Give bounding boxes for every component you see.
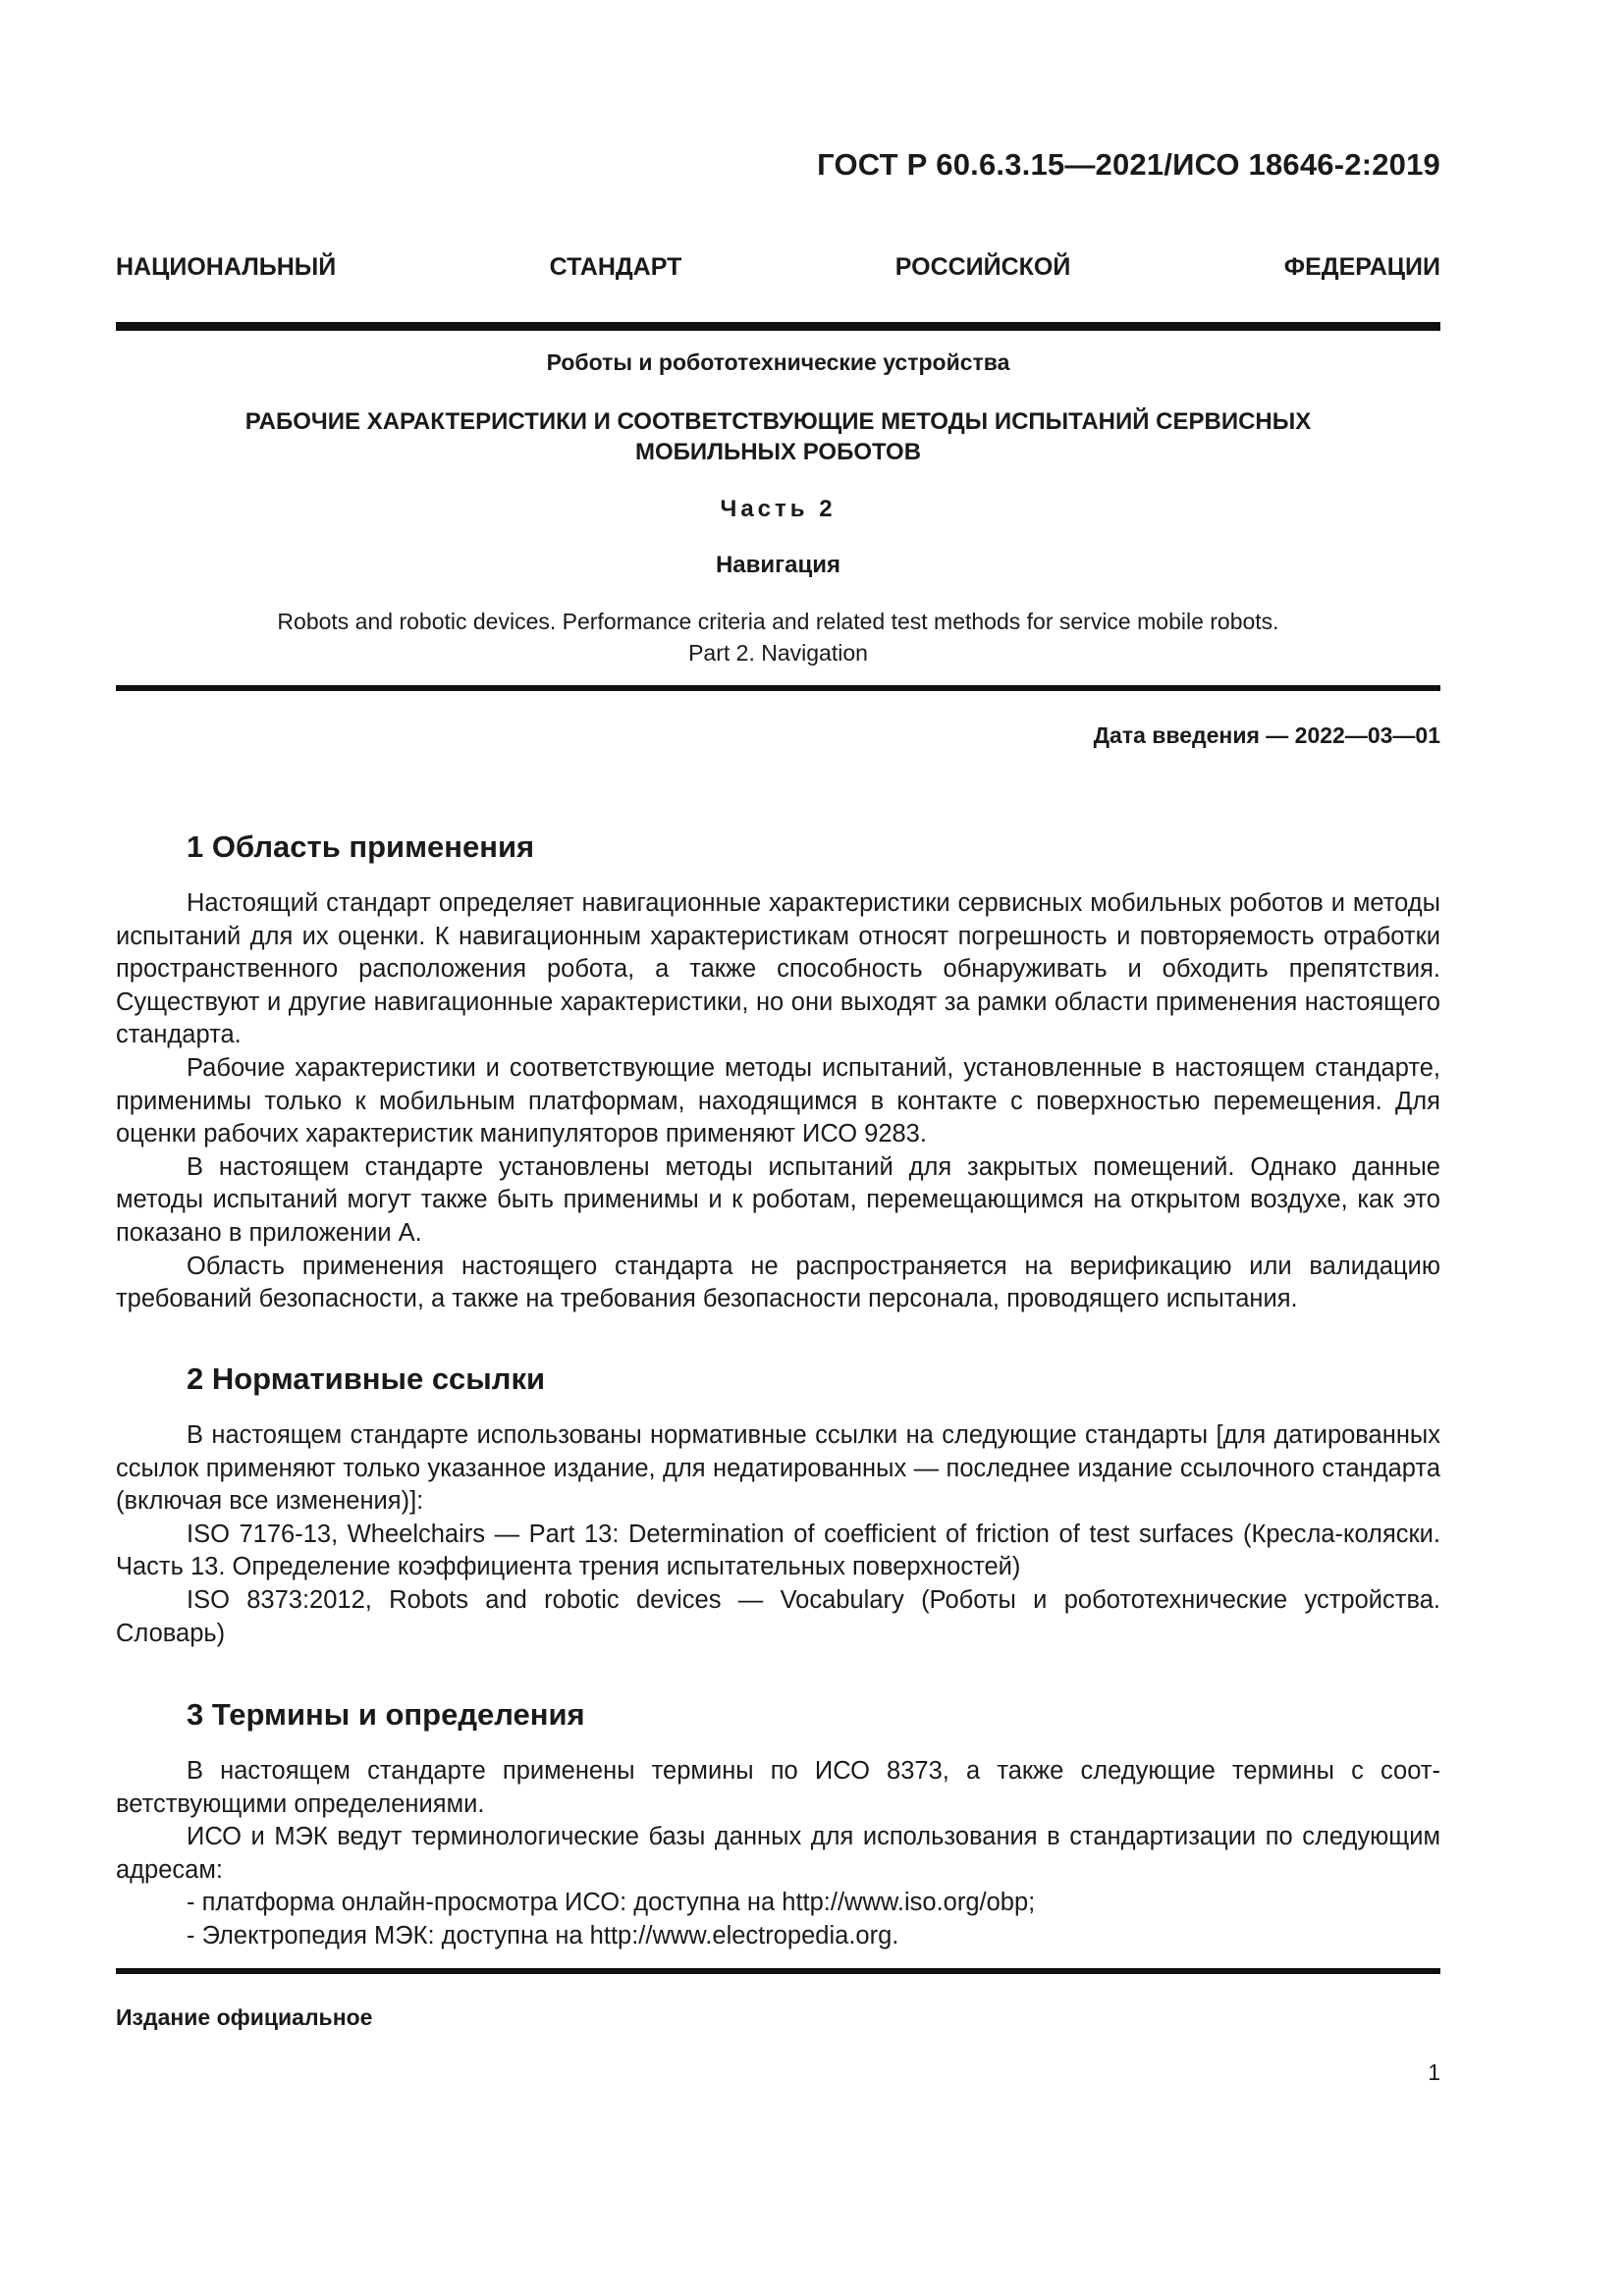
section-1-paragraph: Настоящий стандарт определяет навигационные характеристики сервисных мобильных роботов и методы испытаний для их оценки. К навигационным характеристикам относят погрешность и повторяемость отработки пространственного расположения робота, а также способность обнаруживать и обходить препятствия. Существуют и другие навигационные характеристики, но они выходят за рамки области применения настоящего стандарта. <box>116 889 1440 1049</box>
section-3-paragraph: В настоящем стандарте применены термины по ИСО 8373, а также следующие термины с соответствующими определениями. <box>116 1757 1440 1818</box>
section-3-body <box>116 1755 1440 1953</box>
introduction-date: Дата введения — 2022—03—01 <box>1093 722 1440 748</box>
section-3-list-item: - Электропедия МЭК: доступна на http://www.electropedia.org. <box>187 1921 899 1949</box>
section-2-heading: 2 Нормативные ссылки <box>187 1362 546 1396</box>
section-1-paragraph: Область применения настоящего стандарта не распространяется на верификацию или валидацию требований безопасности, а также на требования безопасности персонала, проводящего испытания. <box>116 1252 1440 1313</box>
part-label: Часть 2 <box>720 496 837 522</box>
english-title-line-1: Robots and robotic devices. Performance criteria and related test methods for service mobile robots. <box>277 609 1279 634</box>
official-edition-label: Издание официальное <box>116 2004 373 2030</box>
part-subtitle: Навигация <box>715 552 841 578</box>
section-2-body <box>116 1419 1440 1650</box>
section-2-reference: ISO 8373:2012, Robots and robotic devices — Vocabulary (Роботы и робототехнические устройства. Словарь) <box>116 1585 1440 1647</box>
english-title-line-2: Part 2. Navigation <box>688 640 868 666</box>
section-1-heading: 1 Область применения <box>187 829 535 864</box>
section-1-paragraph: В настоящем стандарте установлены методы испытаний для закрытых помещений. Однако данные методы испытаний могут также быть применимы и к роботам, перемещающимся на открытом воздухе, как это показано в приложении А. <box>116 1152 1440 1247</box>
document-title <box>116 406 1440 467</box>
standard-designation: ГОСТ Р 60.6.3.15—2021/ИСО 18646-2:2019 <box>817 147 1440 182</box>
top-rule <box>116 322 1440 331</box>
section-3-heading: 3 Термины и определения <box>187 1697 585 1732</box>
page-number: 1 <box>1428 2059 1440 2085</box>
footer-rule <box>116 1968 1440 1974</box>
section-3-paragraph: ИСО и МЭК ведут терминологические базы данных для использования в стандартизации по следующим адресам: <box>116 1823 1440 1884</box>
section-3-list-item: - платформа онлайн-просмотра ИСО: доступна на http://www.iso.org/obp; <box>187 1889 1036 1917</box>
title-line-2: МОБИЛЬНЫХ РОБОТОВ <box>634 439 922 465</box>
title-line-1: РАБОЧИЕ ХАРАКТЕРИСТИКИ И СООТВЕТСТВУЮЩИЕ МЕТОДЫ ИСПЫТАНИЙ СЕРВИСНЫХ <box>244 408 1312 435</box>
section-2-reference: ISO 7176-13, Wheelchairs — Part 13: Determination of coefficient of friction of test surfaces (Кресла-коляски. Часть 13. Определение коэффициента трения испытательных поверхностей) <box>116 1520 1440 1581</box>
section-1-paragraph: Рабочие характеристики и соответствующие методы испытаний, установленные в настоящем стандарте, применимы только к мобильным платформам, находящимся в контакте с поверхностью перемещения. Для оценки рабочих характеристик манипуляторов применяют ИСО 9283. <box>116 1053 1440 1148</box>
national-standard-banner: НАЦИОНАЛЬНЫЙ СТАНДАРТ РОССИЙСКОЙ ФЕДЕРАЦИИ <box>116 253 1440 281</box>
english-title <box>116 606 1440 668</box>
subject-heading: Роботы и робототехнические устройства <box>546 349 1010 375</box>
section-1-body <box>116 887 1440 1316</box>
section-2-paragraph: В настоящем стандарте использованы нормативные ссылки на следующие стандарты [для датированных ссылок применяют только указанное издание, для недатированных — последнее издание ссылочного стандарта (включая все изменения)]: <box>116 1421 1440 1516</box>
title-bottom-rule <box>116 685 1440 691</box>
